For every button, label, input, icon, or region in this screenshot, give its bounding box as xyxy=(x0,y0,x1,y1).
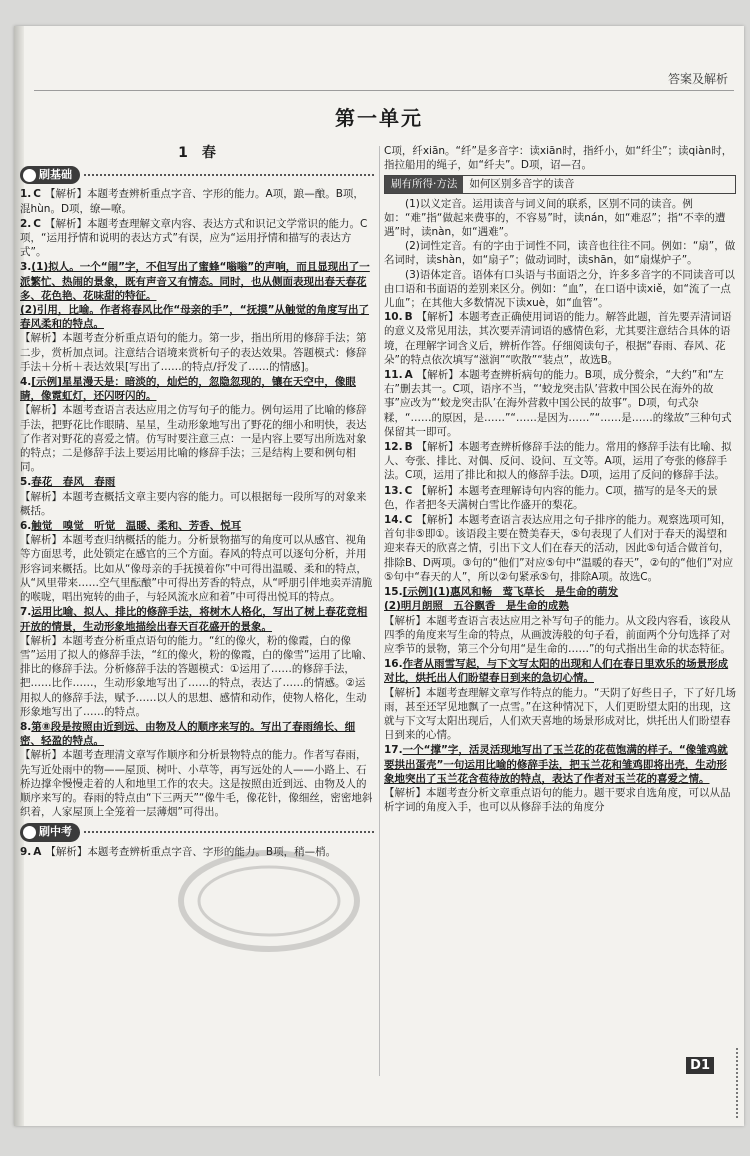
item-number: 5. xyxy=(20,476,32,489)
item-number: 6. xyxy=(20,520,32,533)
answer-item xyxy=(384,513,736,584)
analysis-text: 【解析】本题考查辨析重点字音、字形的能力。A项，踉—酿。B项，混hùn。D项，缭—嘹。 xyxy=(20,188,364,215)
analysis-text: 【解析】本题考查语言表达应用之句子排序的能力。观察选项可知，首句非⑤即①。该语段主要在赞美春天，⑤句表现了人们对于春天的渴望和迎来春天的欣喜之情，引出下文人们在春天的活动，因此⑤句适合做首句，排除B、D两项。③句的“他们”对应⑤句中“温暖的春天”，②句的“他们”对应⑤句中“春天的人”，所以②句紧承⑤句，排除A项。故选C。 xyxy=(384,514,734,583)
answer-text: (2)引用，比喻。作者将春风比作“母亲的手”，“抚摸”从触觉的角度写出了春风柔和的特点。 xyxy=(20,304,370,331)
item-number: 11. xyxy=(384,369,403,382)
item-number: 2. xyxy=(20,217,32,230)
method-para: (3)语体定音。语体有口头语与书面语之分，许多多音字的不同读音可以由口语和书面语的差别来区分。例如：“血”，在口语中读xiě，如“流了一点儿血”；在其他大多数情况下读xuè，如“血管”。 xyxy=(384,268,735,310)
left-answer-list xyxy=(20,187,374,858)
analysis-text: 【解析】本题考查辨析病句的能力。B项，成分赘余，“大约”和“左右”删去其一。C项，语序不当，“‘蛟龙突击队’营救中国公民在海外的故事”应改为“‘蛟龙突击队’在海外营救中国公民的故事”。D项，句式杂糅，“……的原因，是……”“……是因为……”“……是……的缘故”三种句式保留其一即可。 xyxy=(384,369,732,438)
lesson-title: 1 春 xyxy=(178,145,216,161)
answer-item xyxy=(20,519,374,604)
answer-text: 触觉 嗅觉 听觉 温暖、柔和、芳香、悦耳 xyxy=(31,520,242,533)
method-bar xyxy=(384,175,736,193)
corner-dots xyxy=(712,1048,738,1118)
right-column xyxy=(384,144,736,815)
analysis-text: 【解析】本题考查语言表达应用之补写句子的能力。从文段内容看，该段从四季的角度来写生命的特点，从画波涛般的句子看，前面两个分句选择了对应季节的景物，第三个分句用“是生命的……”的句式指出生命的状态特征。 xyxy=(384,614,731,655)
answer-item xyxy=(384,743,736,814)
item-number: 17. xyxy=(384,744,403,757)
header-divider xyxy=(34,90,734,91)
brush-icon xyxy=(23,169,36,182)
page-number: D1 xyxy=(686,1057,714,1074)
brush-icon xyxy=(23,826,36,839)
analysis-text: 【解析】本题考查分析文章重点语句的能力。题干要求自选角度，可以从品析字词的角度入手，也可以从修辞手法的角度分 xyxy=(384,786,731,814)
item-number: 12. xyxy=(384,441,403,454)
answer-item xyxy=(20,260,374,374)
answer-choice: C xyxy=(404,484,413,497)
analysis-text: 【解析】本题考查理解文章写作特点的能力。“天阴了好些日子，下了好几场雨，甚至还罕见地飘了一点雪。”在这种情况下，人们更盼望太阳的出现，这就与下文写太阳出现后，人们欢天喜地的场景形成对比，烘托出人们盼望春日到来的心情。 xyxy=(384,686,736,742)
answer-item xyxy=(20,475,374,518)
answer-item xyxy=(384,484,736,512)
answer-text: 一个“撑”字，活灵活现地写出了玉兰花的花苞饱满的样子。“像雏鸡就要拱出蛋壳”一句运用比喻的修辞手法，把玉兰花和雏鸡即将出壳，生动形象地突出了玉兰花含苞待放的特点，表达了作者对玉兰花的喜爱之情。 xyxy=(384,744,728,785)
right-intro: C项，纤xiān。“纤”是多音字：读xiān时，指纤小，如“纤尘”；读qiàn时，指拉船用的绳子，如“纤夫”。D项，诏—召。 xyxy=(384,145,733,172)
item-number: 16. xyxy=(384,658,403,671)
answer-text: 春花 春风 春雨 xyxy=(31,476,116,489)
item-number: 13. xyxy=(384,484,403,497)
section-exam-pill xyxy=(20,823,80,841)
item-number: 14. xyxy=(384,514,403,527)
analysis-text: 【解析】本题考查理清文章写作顺序和分析景物特点的能力。作者写春雨，先写近处雨中的物——屋顶、树叶、小草等，再写远处的人——小路上、石桥边撑伞慢慢走着的人和地里工作的农夫。这是按照由近到远、由物及人的顺序来写的。春雨的特点由“下三两天”“像牛毛，像花针，像细丝，密密地斜织着，人家屋顶上全笼着一层薄烟”可得出。 xyxy=(20,749,373,819)
section-exam xyxy=(20,823,374,841)
item-number: 7. xyxy=(20,606,32,619)
header-label: 答案及解析 xyxy=(667,72,728,86)
section-basic-label: 刷基础 xyxy=(39,168,72,182)
answer-choice: B xyxy=(404,441,413,454)
answer-text: [示例](1)惠风和畅 莺飞草长 是生命的萌发 xyxy=(402,586,619,599)
dotted-divider xyxy=(84,831,374,833)
answer-text: (2)明月朗照 五谷飘香 是生命的成熟 xyxy=(384,600,569,613)
answer-item xyxy=(384,657,736,742)
answer-item xyxy=(384,585,736,656)
answer-text: [示例]星星漫天是：暗淡的，灿烂的，忽隐忽现的，镶在天空中，像眼睛，像霓虹灯，还闪呀闪的。 xyxy=(20,376,356,403)
dotted-divider xyxy=(84,174,374,176)
answer-item xyxy=(20,375,374,474)
item-number: 9. xyxy=(20,845,32,858)
answer-text: 作者从雨雪写起，与下文写太阳的出现和人们在春日里欢乐的场景形成对比，烘托出人们盼望春日到来的急切心情。 xyxy=(384,658,729,685)
item-number: 8. xyxy=(20,720,32,733)
answer-choice: C xyxy=(33,217,42,230)
analysis-text: 【解析】本题考查语言表达应用之仿写句子的能力。例句运用了比喻的修辞手法，把野花比作眼睛、星星，生动形象地写出了野花的细小和明快，表达了作者对野花的喜爱之情。仿写时要注意三点：一是内容上要写出所选对象的特点；二是修辞手法上要运用比喻的修辞手法；三是结构上要和例句相同。 xyxy=(20,404,367,474)
analysis-text: 【解析】本题考查归纳概括的能力。分析景物描写的角度可以从感官、视角等方面思考，此处锁定在感官的三个方面。春风的特点可以逐句分析，并用形容词来概括。比如从“像母亲的手抚摸着你”中可得出温暖、柔和的特点，从“风里带来……空气里酝酿”中可得出芳香的特点，从“呼朋引伴地卖弄清脆的喉咙，唱出宛转的曲子，与轻风流水应和着”中可得出悦耳的特点。 xyxy=(20,534,373,604)
analysis-text: 【解析】本题考查分析重点语句的能力。第一步，指出所用的修辞手法；第二步，赏析加点词。注意结合语境来赏析句子的表达效果。答题模式：修辞手法＋分析＋表达效果[写出了……的特点/抒发了……的情感]。 xyxy=(20,332,367,373)
right-answer-list xyxy=(384,310,736,814)
answer-choice: C xyxy=(33,188,42,201)
answer-choice: B xyxy=(404,311,413,324)
analysis-text: 【解析】本题考查正确使用词语的能力。解答此题，首先要弄清词语的意义及常见用法，其次要弄清词语的感情色彩，尤其要注意结合具体的语境，在理解字词含义后，辨析作答。仔细阅读句子，根据“春雨、春风、花朵”的特点依次填写“滋润”“吹散”“装点”，故选B。 xyxy=(384,311,732,366)
answer-item xyxy=(20,720,374,819)
left-column xyxy=(20,144,374,860)
answer-item xyxy=(384,368,736,439)
answer-page xyxy=(14,26,744,1126)
item-number: 4. xyxy=(20,376,32,389)
method-para: (1)以义定音。运用读音与词义间的联系，区别不同的读音。例如：“难”指“做起来费事的，不容易”时，读nán，如“难忍”；指“不幸的遭遇”时，读nàn，如“遇难”。 xyxy=(384,197,726,239)
item-number: 1. xyxy=(20,188,32,201)
item-number: 15. xyxy=(384,586,403,599)
section-exam-label: 刷中考 xyxy=(39,825,72,839)
answer-text: 运用比喻、拟人、排比的修辞手法，将树木人格化，写出了树上春花竞相开放的情景，生动形象地描绘出春天百花盛开的景象。 xyxy=(20,606,368,633)
answer-item xyxy=(384,310,736,367)
answer-item xyxy=(20,605,374,719)
section-basic xyxy=(20,166,374,184)
method-tag: 刷有所得·方法 xyxy=(385,176,463,192)
analysis-text: 【解析】本题考查理解诗句内容的能力。C项，描写的是冬天的景色，作者把冬天满树白雪比作盛开的梨花。 xyxy=(384,484,718,511)
method-title: 如何区别多音字的读音 xyxy=(463,176,580,192)
section-basic-pill xyxy=(20,166,80,184)
analysis-text: 【解析】本题考查概括文章主要内容的能力。可以根据每一段所写的对象来概括。 xyxy=(20,490,367,517)
answer-choice: A xyxy=(404,369,413,382)
answer-item xyxy=(20,217,374,260)
answer-item xyxy=(384,440,736,483)
column-divider xyxy=(379,146,380,1076)
answer-text: (1)拟人。一个“闹”字，不但写出了蜜蜂“嗡嗡”的声响，而且显现出了一派繁忙、热闹的景象，既有声音又有情态。同时，也从侧面表现出春天春花多、花色艳、花味甜的特征。 xyxy=(20,261,370,302)
answer-text: 第⑧段是按照由近到远、由物及人的顺序来写的。写出了春雨绵长、细密、轻盈的特点。 xyxy=(20,720,356,748)
analysis-text: 【解析】本题考查辨析重点字音、字形的能力。B项，稍—梢。 xyxy=(45,845,337,858)
analysis-text: 【解析】本题考查辨析修辞手法的能力。常用的修辞手法有比喻、拟人、夸张、排比、对偶、反问、设问、互文等。A项，运用了夸张的修辞手法。C项，运用了排比和拟人的修辞手法。D项，运用了反问的修辞手法。 xyxy=(384,441,732,482)
method-para: (2)词性定音。有的字由于词性不同，读音也往往不同。例如：“扇”，做名词时，读shàn，如“扇子”；做动词时，读shān，如“扇煤炉子”。 xyxy=(384,240,736,267)
analysis-text: 【解析】本题考查分析重点语句的能力。“红的像火，粉的像霞，白的像雪”运用了拟人的修辞手法，“红的像火，粉的像霞，白的像雪”运用了比喻、排比的修辞手法。分析修辞手法的答题模式：①运用了……的修辞手法，把……比作……，生动形象地写出了……的特点，表达了……的情感。②运用拟人的修辞手法，赋予……以人的思想、感情和动作，使物人格化，生动形象地写出了……的特点。 xyxy=(20,634,373,718)
analysis-text: 【解析】本题考查理解文章内容、表达方式和识记文学常识的能力。C项，“运用抒情和说明的表达方式”有误，应为“运用抒情和描写的表达方式”。 xyxy=(20,217,368,259)
answer-choice: A xyxy=(33,845,42,858)
item-number: 3. xyxy=(20,261,32,274)
answer-choice: C xyxy=(404,514,413,527)
answer-item xyxy=(20,187,374,215)
watermark-stamp-icon xyxy=(174,846,364,956)
unit-title: 第一单元 xyxy=(335,106,423,130)
item-number: 10. xyxy=(384,311,403,324)
answer-item xyxy=(20,845,374,859)
